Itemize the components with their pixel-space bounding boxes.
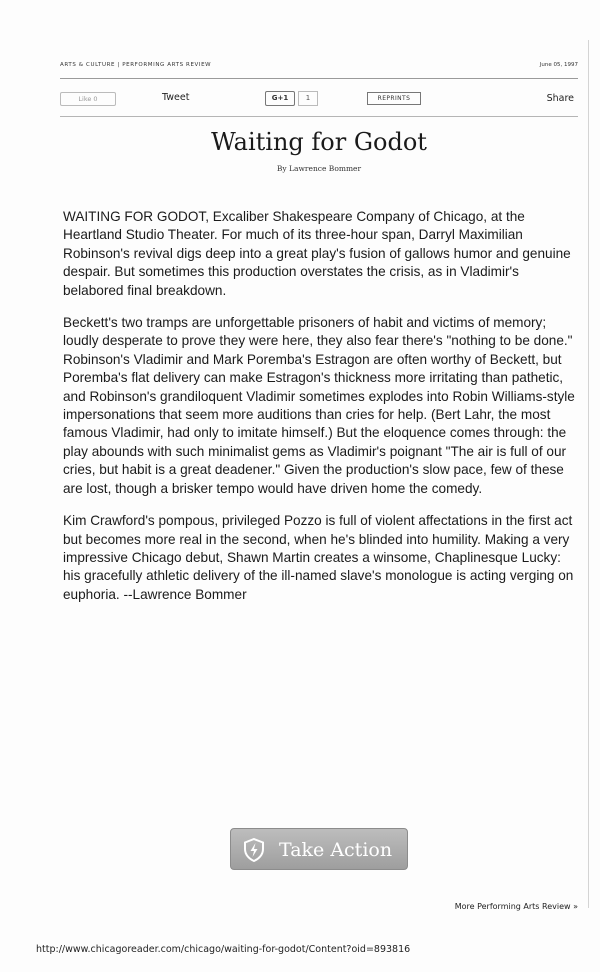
section-label[interactable]: ARTS & CULTURE | PERFORMING ARTS REVIEW	[60, 62, 212, 68]
tweet-button[interactable]: Tweet	[162, 92, 190, 103]
social-bar	[60, 88, 578, 110]
article-paragraph: Kim Crawford's pompous, privileged Pozzo is full of violent affectations in the first act but becomes more real in the second, when he's blinded into humility. Making a very impressive Chicago debut, Shawn Martin creates a winsome, Chaplinesque Lucky: his gracefully athletic delivery of the ill-named slave's monologue is acting verging on euphoria. --Lawrence Bommer	[63, 513, 574, 602]
reprints-button[interactable]: REPRINTS	[367, 92, 421, 105]
top-bar	[60, 62, 578, 74]
page-url: http://www.chicagoreader.com/chicago/waiting-for-godot/Content?oid=893816	[36, 944, 411, 955]
more-reviews-link[interactable]: More Performing Arts Review »	[454, 902, 578, 911]
article-paragraph: WAITING FOR GODOT, Excaliber Shakespeare Company of Chicago, at the Heartland Studio Theater. For much of its three-hour span, Darryl Maximilian Robinson's revival digs deep into a great play's fusion of gallows humor and genuine despair. But sometimes this production overstates the crisis, as in Vladimir's belabored final breakdown.	[63, 209, 571, 298]
article-body	[63, 208, 579, 618]
top-divider	[60, 78, 578, 79]
shield-bolt-icon	[243, 838, 265, 862]
article-title: Waiting for Godot	[211, 128, 427, 156]
article-date: June 05, 1997	[539, 62, 578, 68]
share-button[interactable]: Share	[546, 93, 574, 104]
social-divider	[60, 116, 578, 117]
take-action-button[interactable]	[230, 828, 408, 870]
google-plus-count: 1	[298, 91, 318, 106]
take-action-label: Take Action	[279, 839, 393, 861]
like-button[interactable]: Like 0	[60, 92, 116, 106]
article-byline: By Lawrence Bommer	[276, 164, 362, 173]
google-plus-button[interactable]: G+1	[265, 91, 295, 106]
article-paragraph: Beckett's two tramps are unforgettable prisoners of habit and victims of memory; loudly desperate to prove they were here, they also fear there's "nothing to be done." Robinson's Vladimir and Mark Poremba's Estragon are often worthy of Beckett, but Poremba's flat delivery can make Estragon's thickness more irritating than pathetic, and Robinson's grandiloquent Vladimir sometimes explodes into Robin Williams-style impersonations that seem more auditions than cries for help. (Bert Lahr, the most famous Vladimir, had only to imitate himself.) But the eloquence comes through: the play abounds with such minimalist gems as Vladimir's poignant "The air is full of our cries, but habit is a great deadener." Given the production's slow pace, few of these are lost, though a brisker tempo would have driven home the comedy.	[63, 315, 575, 496]
